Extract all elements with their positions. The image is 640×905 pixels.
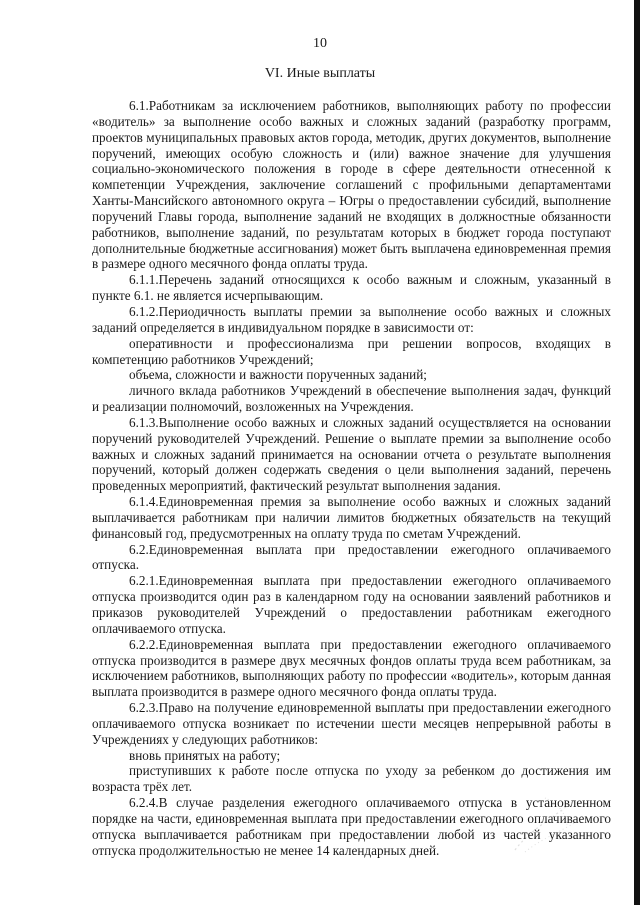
paragraph-6-2-2: 6.2.2.Единовременная выплата при предоставлении ежегодного оплачиваемого отпуска производится в размере двух месячных фондов оплаты труда всем работникам, за исключением работников, выполняющих работу по профессии «водитель», которым данная выплата производится в размере одного месячного фонда оплаты труда.: [92, 636, 611, 700]
list-item-operativeness: оперативности и профессионализма при решении вопросов, входящих в компетенцию работников Учреждений;: [92, 335, 611, 367]
list-item-after-leave: приступивших к работе после отпуска по уходу за ребенком до достижения им возраста трёх лет.: [92, 763, 611, 795]
list-item-personal-contribution: личного вклада работников Учреждений в обеспечение выполнения задач, функций и реализации полномочий, возложенных на Учреждения.: [92, 383, 611, 415]
paragraph-6-1-3: 6.1.3.Выполнение особо важных и сложных заданий осуществляется на основании поручений руководителей Учреждений. Решение о выплате премии за выполнение особо важных и сложных заданий принимается на основании отчета о результате выполнения поручений, который должен содержать сведения о цели выполнения заданий, перечень проведенных мероприятий, фактический результат выполнения задания.: [92, 414, 611, 494]
document-body: [92, 98, 611, 859]
section-title: VI. Иные выплаты: [264, 66, 376, 81]
faded-stamp-mark: [495, 790, 595, 860]
paragraph-6-1-1: 6.1.1.Перечень заданий относящихся к особо важным и сложным, указанный в пункте 6.1. не является исчерпывающим.: [92, 272, 611, 304]
page-number: 10: [313, 36, 327, 51]
paragraph-6-2-4: 6.2.4.В случае разделения ежегодного оплачиваемого отпуска в установленном порядке на части, единовременная выплата при предоставлении ежегодного оплачиваемого отпуска выплачивается работникам при предоставлении любой из частей указанного отпуска продолжительностью не менее 14 календарных дней.: [92, 795, 611, 858]
paragraph-6-1-4: 6.1.4.Единовременная премия за выполнение особо важных и сложных заданий выплачивается работникам при наличии лимитов бюджетных обязательств на текущий финансовый год, предусмотренных на оплату труда по сметам Учреждений.: [92, 494, 611, 541]
paragraph-6-2-1: 6.2.1.Единовременная выплата при предоставлении ежегодного оплачиваемого отпуска производится один раз в календарном году на основании заявлений работников и приказов руководителей Учреждений о предоставлении работникам ежегодного оплачиваемого отпуска.: [92, 573, 611, 636]
list-item-volume: объема, сложности и важности порученных заданий;: [129, 367, 427, 383]
scan-edge: [634, 0, 640, 905]
paragraph-6-2: 6.2.Единовременная выплата при предоставлении ежегодного оплачиваемого отпуска.: [92, 541, 611, 573]
list-item-newly-hired: вновь принятых на работу;: [129, 747, 281, 763]
paragraph-6-1: 6.1.Работникам за исключением работников, выполняющих работу по профессии «водитель» за выполнение особо важных и сложных заданий (разработку программ, проектов муниципальных правовых актов города, методик, других документов, выполнение поручений, имеющих особую сложность и (или) важное значение для улучшения социально-экономического положения в городе в сфере деятельности отнесенной к компетенции Учреждения, заключение соглашений с профильными департаментами Ханты-Мансийского автономного округа – Югры о предоставлении субсидий, выполнение поручений Главы города, выполнение заданий не входящих в должностные обязанности работников, выполнение заданий, по результатам которых в бюджет города поступают дополнительные бюджетные ассигнования) может быть выплачена единовременная премия в размере одного месячного фонда оплаты труда.: [92, 98, 611, 272]
paragraph-6-1-2: 6.1.2.Периодичность выплаты премии за выполнение особо важных и сложных заданий определяется в индивидуальном порядке в зависимости от:: [92, 303, 611, 335]
paragraph-6-2-3: 6.2.3.Право на получение единовременной выплаты при предоставлении ежегодного оплачиваемого отпуска возникает по истечении шести месяцев непрерывной работы в Учреждениях у следующих работников:: [92, 700, 611, 747]
